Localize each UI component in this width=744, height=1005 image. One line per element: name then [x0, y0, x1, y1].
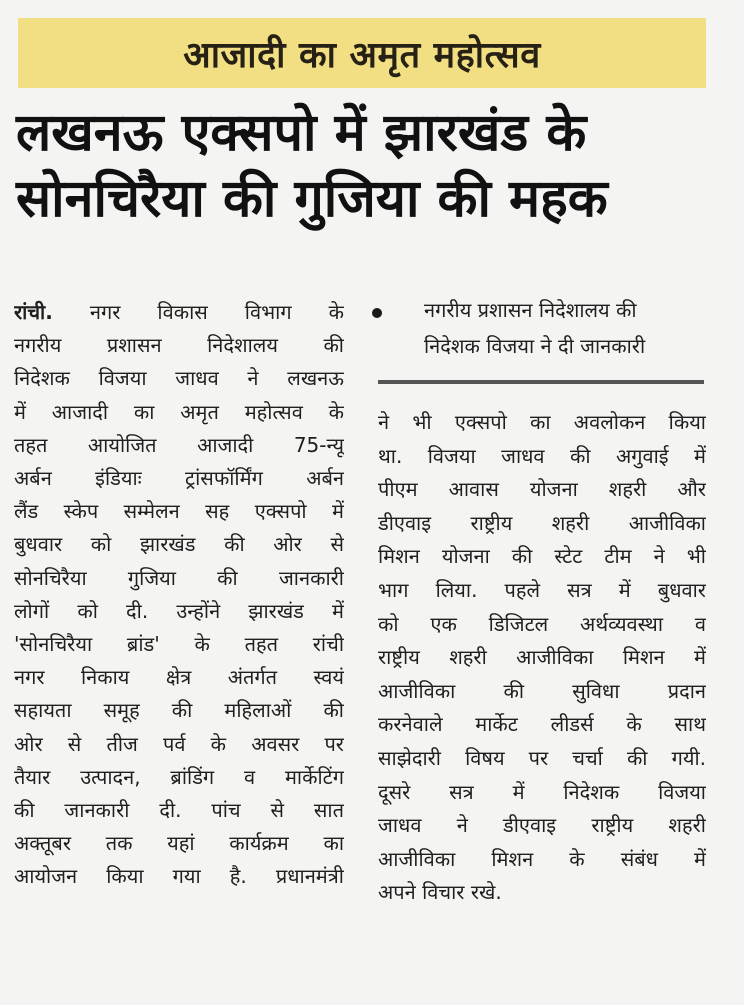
- divider: [378, 380, 704, 384]
- highlight-line-1: नगरीय प्रशासन निदेशालय की: [424, 298, 637, 322]
- article-line: मिशन योजना की स्टेट टीम ने भी: [378, 544, 706, 569]
- article-line: साझेदारी विषय पर चर्चा की गयी.: [378, 745, 706, 770]
- article-line: नगर निकाय क्षेत्र अंतर्गत स्वयं: [14, 665, 344, 690]
- article-line: [14, 296, 344, 329]
- article-line: राष्ट्रीय शहरी आजीविका मिशन में: [378, 645, 706, 670]
- article-line: सोनचिरैया गुजिया की जानकारी: [14, 565, 344, 590]
- article-line: जाधव ने डीएवाइ राष्ट्रीय शहरी: [378, 813, 706, 838]
- article-line: बुधवार को झारखंड की ओर से: [14, 532, 344, 557]
- article-line: ने भी एक्सपो का अवलोकन किया: [378, 410, 706, 434]
- highlight-line-2: निदेशक विजया ने दी जानकारी: [424, 334, 646, 358]
- article-line: में आजादी का अमृत महोत्सव के: [14, 399, 344, 424]
- article-line: की जानकारी दी. पांच से सात: [14, 798, 344, 823]
- article-line: आयोजन किया गया है. प्रधानमंत्री: [14, 864, 344, 889]
- dateline: रांची.: [14, 300, 53, 324]
- article-line-text: नगर विकास विभाग के: [52, 300, 344, 324]
- article-right-column: [378, 406, 706, 910]
- article-line: भाग लिया. पहले सत्र में बुधवार: [378, 577, 706, 602]
- article-line: आजीविका मिशन के संबंध में: [378, 846, 706, 871]
- article-line: था. विजया जाधव की अगुवाई में: [378, 443, 706, 468]
- headline: [16, 100, 716, 232]
- article-line: लोगों को दी. उन्होंने झारखंड में: [14, 598, 344, 623]
- highlight-box: [372, 292, 706, 384]
- article-line: डीएवाइ राष्ट्रीय शहरी आजीविका: [378, 510, 706, 535]
- bullet-icon: [372, 308, 382, 318]
- article-line: अपने विचार रखे.: [378, 880, 502, 905]
- article-line: करनेवाले मार्केट लीडर्स के साथ: [378, 712, 706, 737]
- article-line: दूसरे सत्र में निदेशक विजया: [378, 779, 706, 804]
- article-line: 'सोनचिरैया ब्रांड' के तहत रांची: [14, 632, 344, 657]
- article-line: अर्बन इंडियाः ट्रांसफॉर्मिंग अर्बन: [14, 466, 344, 491]
- section-kicker: आजादी का अमृत महोत्सव: [18, 18, 706, 88]
- article-line: तहत आयोजित आजादी 75-न्यू: [14, 432, 344, 457]
- article-line: को एक डिजिटल अर्थव्यवस्था व: [378, 611, 706, 636]
- article-line: तैयार उत्पादन, ब्रांडिंग व मार्केटिंग: [14, 764, 344, 789]
- headline-line-2: सोनचिरैया की गुजिया की महक: [16, 169, 608, 229]
- headline-line-1: लखनऊ एक्सपो में झारखंड के: [16, 103, 587, 163]
- article-left-column: [14, 296, 344, 894]
- highlight-text: [424, 292, 706, 364]
- article-line: आजीविका की सुविधा प्रदान: [378, 678, 706, 703]
- article-line: पीएम आवास योजना शहरी और: [378, 477, 706, 502]
- article-line: अक्तूबर तक यहां कार्यक्रम का: [14, 831, 344, 856]
- article-line: सहायता समूह की महिलाओं की: [14, 698, 344, 723]
- article-line: निदेशक विजया जाधव ने लखनऊ: [14, 366, 344, 391]
- article-line: ओर से तीज पर्व के अवसर पर: [14, 731, 344, 756]
- article-line: लैंड स्केप सम्मेलन सह एक्सपो में: [14, 499, 344, 524]
- article-line: नगरीय प्रशासन निदेशालय की: [14, 333, 344, 358]
